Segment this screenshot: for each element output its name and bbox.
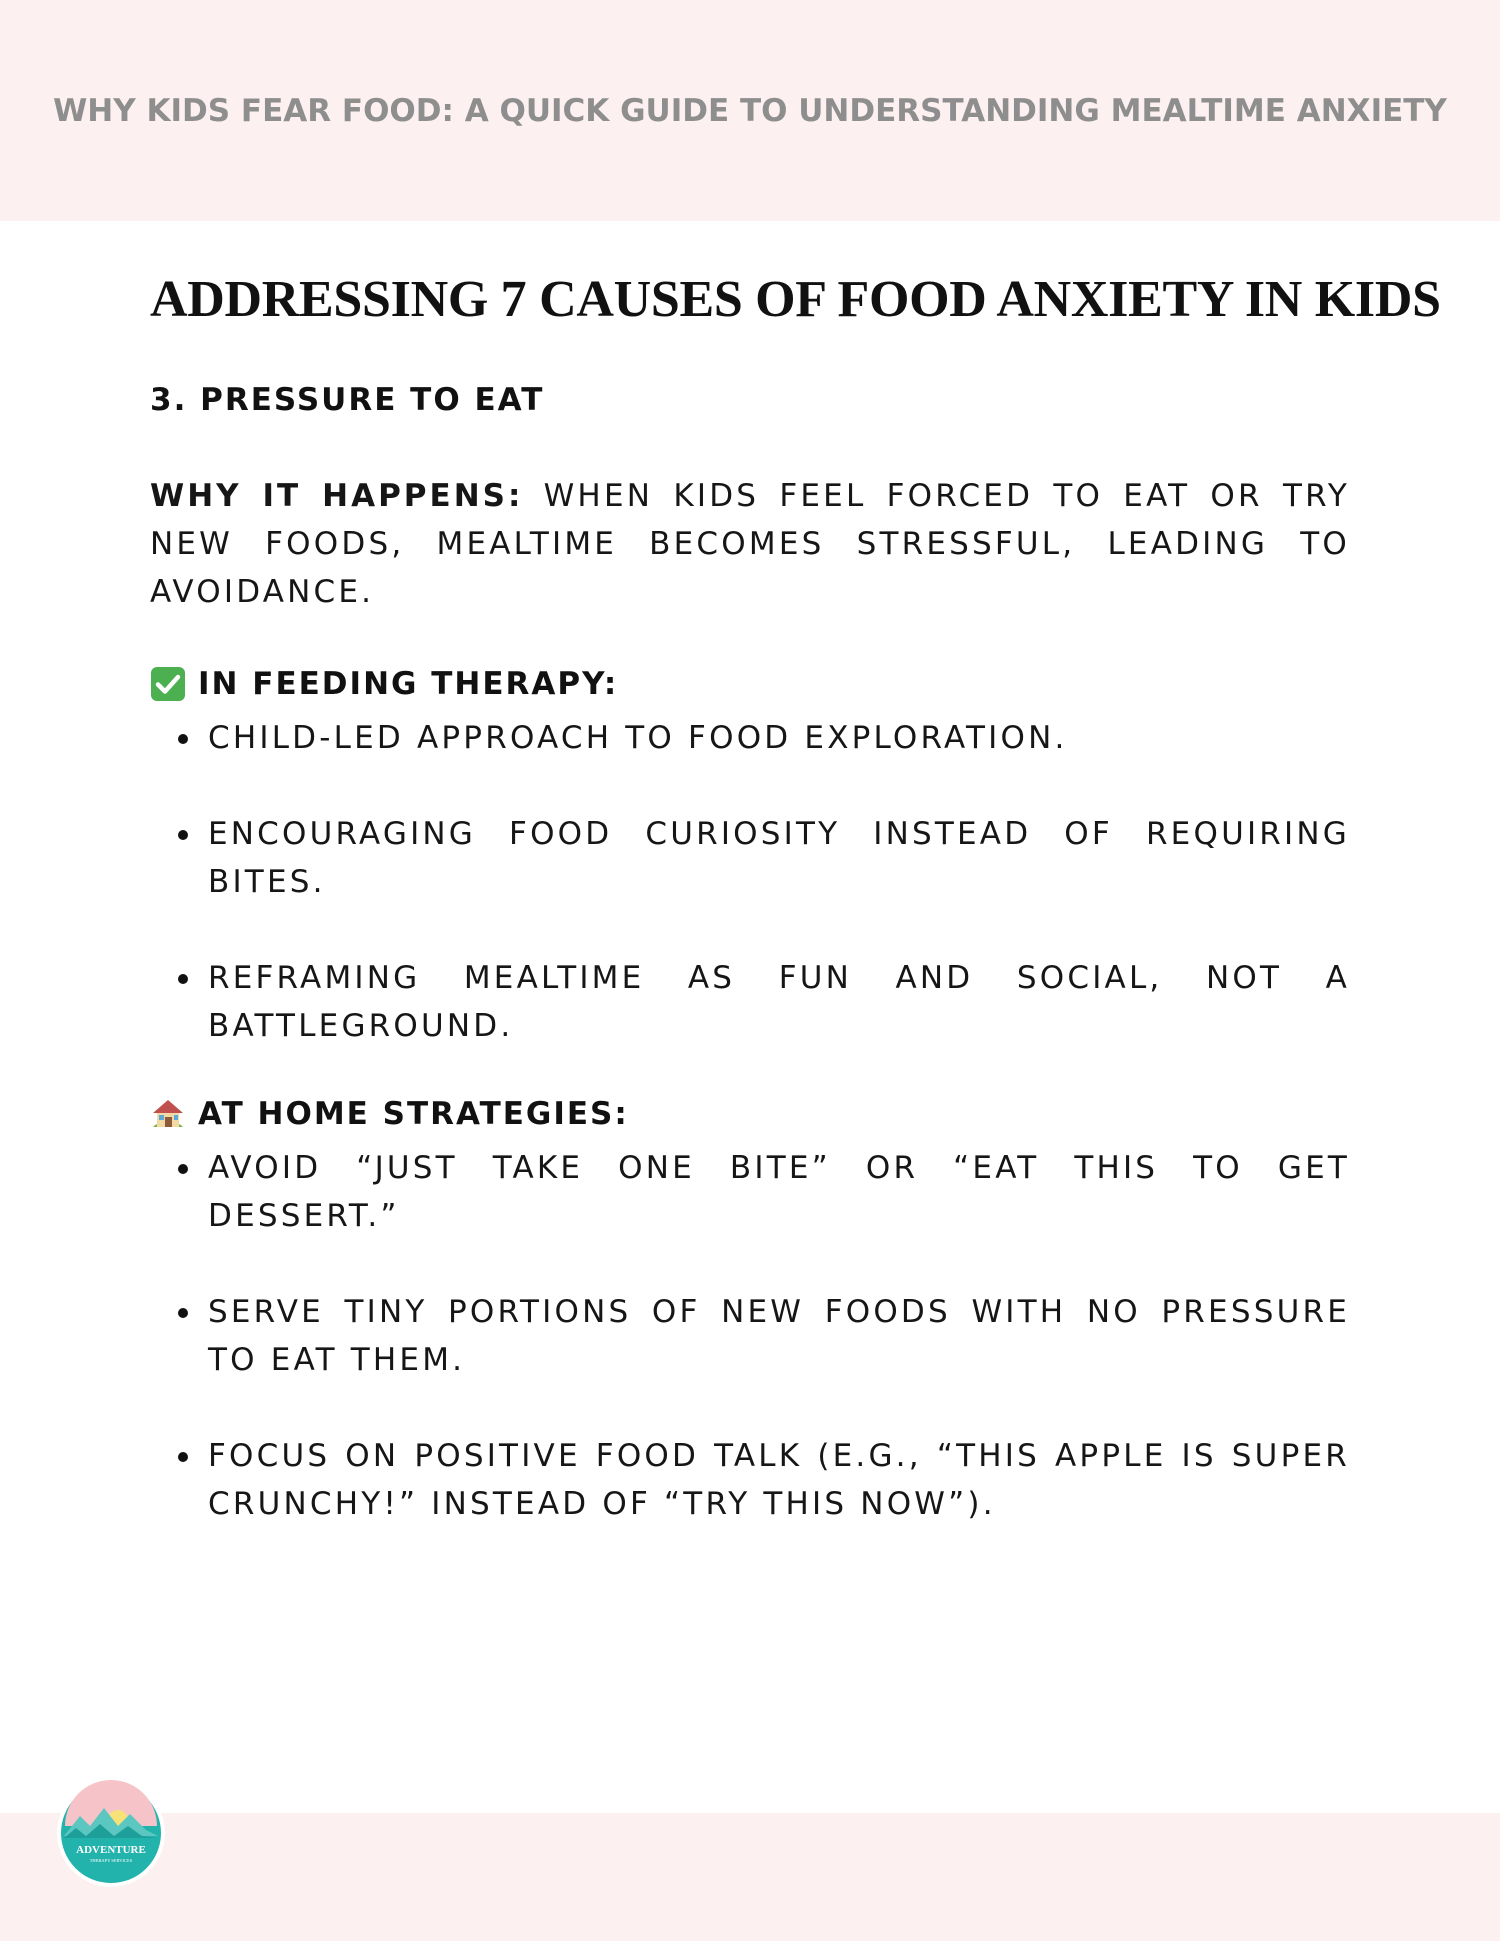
- list-item: [150, 810, 1350, 906]
- check-box-icon: [150, 666, 186, 702]
- list-item-text: SERVE TINY PORTIONS OF NEW FOODS WITH NO PRESSURE TO EAT THEM.: [208, 1294, 1350, 1378]
- page-content: [150, 270, 1441, 1522]
- cause-heading: 3. PRESSURE TO EAT: [150, 382, 545, 418]
- list-item-text: CHILD-LED APPROACH TO FOOD EXPLORATION.: [208, 720, 1068, 756]
- at-home-label: AT HOME STRATEGIES:: [198, 1096, 629, 1132]
- bullet-icon: [178, 734, 188, 744]
- footer-band: [0, 1813, 1500, 1941]
- list-item: [150, 1144, 1350, 1240]
- list-item: [150, 714, 1350, 762]
- at-home-heading: [150, 1096, 629, 1132]
- bullet-icon: [178, 1308, 188, 1318]
- why-label: WHY IT HAPPENS:: [150, 478, 524, 514]
- feeding-therapy-list: [150, 714, 1350, 1050]
- feeding-therapy-label: IN FEEDING THERAPY:: [198, 666, 619, 702]
- running-title: WHY KIDS FEAR FOOD: A QUICK GUIDE TO UNDERSTANDING MEALTIME ANXIETY: [53, 92, 1447, 129]
- logo-text: ADVENTURE: [76, 1844, 146, 1856]
- bullet-icon: [178, 830, 188, 840]
- bullet-icon: [178, 1164, 188, 1174]
- list-item: [150, 1432, 1350, 1528]
- list-item: [150, 954, 1350, 1050]
- page-title: ADDRESSING 7 CAUSES OF FOOD ANXIETY IN KIDS: [150, 271, 1441, 328]
- list-item-text: ENCOURAGING FOOD CURIOSITY INSTEAD OF REQUIRING BITES.: [208, 816, 1350, 900]
- list-item-text: AVOID “JUST TAKE ONE BITE” OR “EAT THIS TO GET DESSERT.”: [208, 1150, 1350, 1234]
- list-item-text: FOCUS ON POSITIVE FOOD TALK (E.G., “THIS APPLE IS SUPER CRUNCHY!” INSTEAD OF “TRY THIS NOW”).: [208, 1438, 1350, 1522]
- bullet-icon: [178, 1452, 188, 1462]
- list-item-text: REFRAMING MEALTIME AS FUN AND SOCIAL, NOT A BATTLEGROUND.: [208, 960, 1350, 1044]
- list-item: [150, 1288, 1350, 1384]
- at-home-list: [150, 1144, 1350, 1528]
- why-it-happens-paragraph: [150, 472, 1350, 616]
- header-band: [0, 0, 1500, 221]
- feeding-therapy-heading: [150, 666, 618, 702]
- why-text: WHEN KIDS FEEL FORCED TO EAT OR TRY NEW FOODS, MEALTIME BECOMES STRESSFUL, LEADING TO AVOIDANCE.: [150, 478, 1350, 610]
- house-icon: [150, 1096, 186, 1132]
- logo-subtext: THERAPY SERVICES: [89, 1858, 133, 1863]
- bullet-icon: [178, 974, 188, 984]
- adventure-therapy-logo: [56, 1778, 166, 1888]
